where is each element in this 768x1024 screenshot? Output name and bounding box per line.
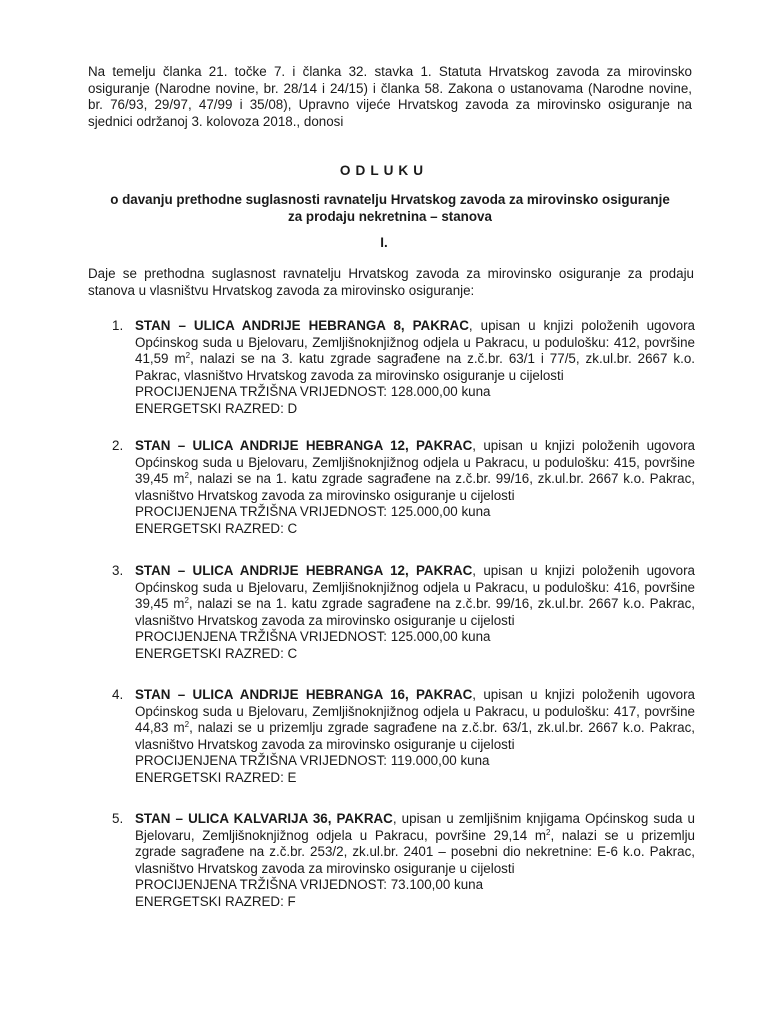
list-item-number: 2. <box>112 438 124 453</box>
property-text-part-1: , upisan u knjizi položenih ugovora Općinskog suda u Bjelovaru, Zemljišnoknjižnog odjela u Pakracu, u podulošku: 415, površine 39,45 m <box>135 438 695 487</box>
property-text-part-2: , nalazi se u prizemlju zgrade sagrađene na z.č.br. 63/1, zk.ul.br. 2667 k.o. Pakrac, vlasništvo Hrvatskog zavoda za mirovinsko osiguranje u cijelosti <box>135 720 695 752</box>
unit-superscript: 2 <box>545 827 551 837</box>
property-text-part-1: , upisan u knjizi položenih ugovora Općinskog suda u Bjelovaru, Zemljišnoknjižnog odjela u Pakracu, u podulošku: 416, površine 39,45 m <box>135 563 695 612</box>
property-heading: STAN – ULICA KALVARIJA 36, PAKRAC <box>135 811 393 826</box>
list-item-body <box>135 563 695 663</box>
estimated-market-value: PROCIJENJENA TRŽIŠNA VRIJEDNOST: 128.000,00 kuna <box>135 384 491 400</box>
property-description <box>135 687 695 753</box>
energy-class: ENERGETSKI RAZRED: C <box>135 645 298 661</box>
unit-superscript: 2 <box>184 596 189 606</box>
property-text-part-1: , upisan u zemljišnim knjigama Općinskog suda u Bjelovaru, Zemljišnoknjižnog odjela u Pakracu, površine 29,14 m <box>135 811 695 843</box>
property-heading: STAN – ULICA ANDRIJE HEBRANGA 8, PAKRAC <box>135 318 469 333</box>
property-text-part-2: , nalazi se na 3. katu zgrade sagrađene na z.č.br. 63/1 i 77/5, zk.ul.br. 2667 k.o. Pakrac, vlasništvo Hrvatskog zavoda za mirovinsko osiguranje u cijelosti <box>135 351 696 383</box>
estimated-market-value: PROCIJENJENA TRŽIŠNA VRIJEDNOST: 125.000,00 kuna <box>135 504 491 520</box>
estimated-market-value: PROCIJENJENA TRŽIŠNA VRIJEDNOST: 125.000,00 kuna <box>135 629 491 645</box>
document-subtitle <box>80 192 700 225</box>
property-description <box>135 563 695 629</box>
property-text-part-2: , nalazi se na 1. katu zgrade sagrađene na z.č.br. 99/16, zk.ul.br. 2667 k.o. Pakrac, vlasništvo Hrvatskog zavoda za mirovinsko osiguranje u cijelosti <box>135 471 695 503</box>
section-number: I. <box>380 235 388 250</box>
list-item-number: 3. <box>112 563 124 578</box>
document-title: ODLUKU <box>339 163 429 178</box>
property-text-part-1: , upisan u knjizi položenih ugovora Općinskog suda u Bjelovaru, Zemljišnoknjižnog odjela u Pakracu, u podulošku: 417, površine 44,83 m <box>135 687 695 736</box>
list-item-number: 1. <box>112 318 124 333</box>
property-description <box>135 811 695 877</box>
energy-class: ENERGETSKI RAZRED: C <box>135 520 298 536</box>
preamble-paragraph: Na temelju članka 21. točke 7. i članka 32. stavka 1. Statuta Hrvatskog zavoda za mirovinsko osiguranje (Narodne novine, br. 28/14 i 24/15) i članka 58. Zakona o ustanovama (Narodne novine, br. 76/93, 29/97, 47/99 i 35/08), Upravno vijeće Hrvatskog zavoda za mirovinsko osiguranje na sjednici održanoj 3. kolovoza 2018., donosi <box>88 64 692 129</box>
estimated-market-value: PROCIJENJENA TRŽIŠNA VRIJEDNOST: 73.100,00 kuna <box>135 877 484 893</box>
energy-class: ENERGETSKI RAZRED: F <box>135 893 296 909</box>
unit-superscript: 2 <box>185 351 191 361</box>
property-text-part-1: , upisan u knjizi položenih ugovora Općinskog suda u Bjelovaru, Zemljišnoknjižnog odjela u Pakracu, u podulošku: 412, površine 41,59 m <box>135 318 695 367</box>
property-heading: STAN – ULICA ANDRIJE HEBRANGA 16, PAKRAC <box>135 687 473 702</box>
property-heading: STAN – ULICA ANDRIJE HEBRANGA 12, PAKRAC <box>135 563 473 578</box>
property-text-part-2: , nalazi se u prizemlju zgrade sagrađene na z.č.br. 253/2, zk.ul.br. 2401 – posebni dio nekretnine: E-6 k.o. Pakrac, vlasništvo Hrvatskog zavoda za mirovinsko osiguranje u cijelosti <box>135 827 695 876</box>
unit-superscript: 2 <box>184 720 190 730</box>
unit-superscript: 2 <box>184 471 189 481</box>
list-item-number: 4. <box>112 687 124 702</box>
energy-class: ENERGETSKI RAZRED: D <box>135 400 298 416</box>
list-item-body <box>135 318 695 418</box>
list-item-body <box>135 438 695 538</box>
list-item-body <box>135 687 695 787</box>
property-text-part-2: , nalazi se na 1. katu zgrade sagrađene na z.č.br. 99/16, zk.ul.br. 2667 k.o. Pakrac, vlasništvo Hrvatskog zavoda za mirovinsko osiguranje u cijelosti <box>135 596 695 628</box>
property-description <box>135 438 695 504</box>
subtitle-line-2: za prodaju nekretnina – stanova <box>288 208 492 224</box>
property-heading: STAN – ULICA ANDRIJE HEBRANGA 12, PAKRAC <box>135 438 473 453</box>
estimated-market-value: PROCIJENJENA TRŽIŠNA VRIJEDNOST: 119.000,00 kuna <box>135 753 490 769</box>
energy-class: ENERGETSKI RAZRED: E <box>135 769 297 785</box>
list-item-body <box>135 811 695 911</box>
subtitle-line-1: o davanju prethodne suglasnosti ravnatelju Hrvatskog zavoda za mirovinsko osiguranje <box>110 192 670 207</box>
property-description <box>135 318 695 384</box>
lead-paragraph: Daje se prethodna suglasnost ravnatelju Hrvatskog zavoda za mirovinsko osiguranje za prodaju stanova u vlasništvu Hrvatskog zavoda za mirovinsko osiguranje: <box>88 266 694 298</box>
list-item-number: 5. <box>112 811 124 826</box>
